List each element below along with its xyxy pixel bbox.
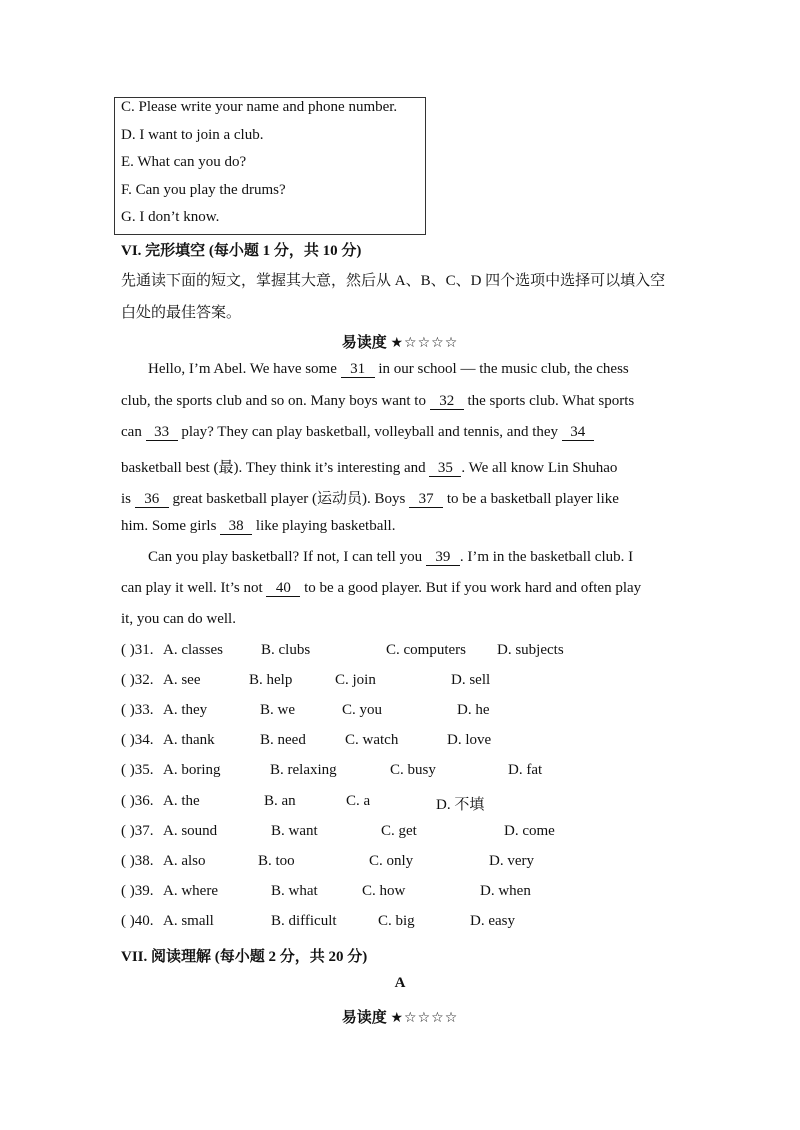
question-38 bbox=[121, 853, 721, 875]
section-6-instruction-line-1: 先通读下面的短文，掌握其大意，然后从 A、B、C、D 四个选项中选择可以填入空 bbox=[121, 273, 666, 289]
text: . I’m in the basketball club. I bbox=[459, 549, 634, 565]
choice-a[interactable]: A. see bbox=[163, 672, 201, 688]
question-32 bbox=[121, 672, 721, 694]
option-f: F. Can you play the drums? bbox=[121, 182, 286, 198]
choice-c[interactable]: C. join bbox=[335, 672, 376, 688]
choice-d[interactable]: D. subjects bbox=[497, 642, 564, 658]
question-35 bbox=[121, 762, 721, 784]
choice-a[interactable]: A. small bbox=[163, 913, 214, 929]
text: in our school — the music club, the chess bbox=[374, 361, 629, 377]
text: basketball best (最). They think it’s interesting and bbox=[121, 460, 430, 476]
choice-c[interactable]: C. how bbox=[362, 883, 406, 899]
choice-b[interactable]: B. help bbox=[249, 672, 293, 688]
text: play? They can play basketball, volleyball and tennis, and they bbox=[177, 424, 562, 440]
question-36 bbox=[121, 793, 721, 815]
option-c: C. Please write your name and phone number. bbox=[121, 99, 398, 115]
text: great basketball player (运动员). Boys bbox=[168, 491, 410, 507]
text: like playing basketball. bbox=[252, 518, 396, 534]
question-number: ( )33. bbox=[121, 702, 154, 718]
question-number: ( )37. bbox=[121, 823, 154, 839]
choice-b[interactable]: B. relaxing bbox=[270, 762, 337, 778]
choice-c[interactable]: C. busy bbox=[390, 762, 436, 778]
text: can play it well. It’s not bbox=[121, 580, 267, 596]
blank-36: 36 bbox=[135, 492, 169, 508]
question-number: ( )34. bbox=[121, 732, 154, 748]
choice-a[interactable]: A. they bbox=[163, 702, 208, 718]
blank-33: 33 bbox=[146, 425, 178, 441]
difficulty-label: 易读度 bbox=[341, 1010, 387, 1026]
text: the sports club. What sports bbox=[463, 393, 635, 409]
section-7-part-label: A bbox=[394, 975, 406, 991]
difficulty-stars-icon: ★☆☆☆☆ bbox=[390, 1010, 459, 1026]
choice-b[interactable]: B. want bbox=[271, 823, 318, 839]
blank-38: 38 bbox=[220, 519, 252, 535]
choice-d[interactable]: D. come bbox=[504, 823, 555, 839]
choice-d[interactable]: D. sell bbox=[451, 672, 491, 688]
choice-d[interactable]: D. when bbox=[480, 883, 531, 899]
choice-b[interactable]: B. what bbox=[271, 883, 318, 899]
passage-line-3 bbox=[121, 424, 594, 441]
passage-line-7 bbox=[148, 549, 633, 566]
section-7-heading: VII. 阅读理解 (每小题 2 分，共 20 分) bbox=[121, 949, 368, 965]
section-6-heading: VI. 完形填空 (每小题 1 分，共 10 分) bbox=[121, 243, 362, 259]
option-g: G. I don’t know. bbox=[121, 209, 220, 225]
question-37 bbox=[121, 823, 721, 845]
choice-a[interactable]: A. also bbox=[163, 853, 206, 869]
option-e: E. What can you do? bbox=[121, 154, 247, 170]
difficulty-label: 易读度 bbox=[341, 335, 387, 351]
question-39 bbox=[121, 883, 721, 905]
choice-c[interactable]: C. a bbox=[346, 793, 371, 809]
question-number: ( )38. bbox=[121, 853, 154, 869]
passage-line-5 bbox=[121, 487, 619, 508]
choice-c[interactable]: C. watch bbox=[345, 732, 399, 748]
question-number: ( )31. bbox=[121, 642, 154, 658]
choice-a[interactable]: A. classes bbox=[163, 642, 223, 658]
text: club, the sports club and so on. Many boys want to bbox=[121, 393, 430, 409]
question-number: ( )35. bbox=[121, 762, 154, 778]
blank-34: 34 bbox=[562, 425, 594, 441]
passage-line-4 bbox=[121, 456, 617, 477]
choice-b[interactable]: B. need bbox=[260, 732, 306, 748]
choice-d[interactable]: D. love bbox=[447, 732, 492, 748]
options-box bbox=[114, 97, 426, 235]
question-number: ( )39. bbox=[121, 883, 154, 899]
passage-line-1 bbox=[148, 361, 629, 378]
choice-d[interactable]: D. very bbox=[489, 853, 534, 869]
section-6-difficulty bbox=[0, 331, 800, 352]
blank-40: 40 bbox=[266, 581, 300, 597]
question-number: ( )40. bbox=[121, 913, 154, 929]
section-7-difficulty bbox=[0, 1006, 800, 1027]
passage-line-8 bbox=[121, 580, 641, 597]
passage-line-6 bbox=[121, 518, 395, 535]
choice-c[interactable]: C. only bbox=[369, 853, 414, 869]
question-34 bbox=[121, 732, 721, 754]
passage-line-9: it, you can do well. bbox=[121, 611, 236, 627]
blank-31: 31 bbox=[341, 362, 375, 378]
text: him. Some girls bbox=[121, 518, 221, 534]
blank-39: 39 bbox=[426, 550, 460, 566]
text: Hello, I’m Abel. We have some bbox=[148, 361, 341, 377]
choice-a[interactable]: A. the bbox=[163, 793, 200, 809]
choice-c[interactable]: C. big bbox=[378, 913, 415, 929]
question-40 bbox=[121, 913, 721, 935]
text: to be a good player. But if you work hard and often play bbox=[300, 580, 642, 596]
question-31 bbox=[121, 642, 721, 664]
choice-c[interactable]: C. you bbox=[342, 702, 383, 718]
choice-a[interactable]: A. where bbox=[163, 883, 218, 899]
text: can bbox=[121, 424, 146, 440]
text: . We all know Lin Shuhao bbox=[461, 460, 618, 476]
choice-b[interactable]: B. we bbox=[260, 702, 295, 718]
blank-37: 37 bbox=[409, 492, 443, 508]
choice-b[interactable]: B. too bbox=[258, 853, 295, 869]
choice-d[interactable]: D. 不填 bbox=[436, 797, 485, 813]
passage-line-2 bbox=[121, 393, 634, 410]
question-33 bbox=[121, 702, 721, 724]
blank-35: 35 bbox=[429, 461, 461, 477]
text: is bbox=[121, 491, 135, 507]
question-number: ( )36. bbox=[121, 793, 154, 809]
choice-a[interactable]: A. thank bbox=[163, 732, 215, 748]
choice-c[interactable]: C. get bbox=[381, 823, 417, 839]
choice-b[interactable]: B. clubs bbox=[261, 642, 311, 658]
choice-b[interactable]: B. an bbox=[264, 793, 296, 809]
choice-b[interactable]: B. difficult bbox=[271, 913, 337, 929]
question-number: ( )32. bbox=[121, 672, 154, 688]
choice-d[interactable]: D. fat bbox=[508, 762, 543, 778]
choice-d[interactable]: D. he bbox=[457, 702, 490, 718]
choice-a[interactable]: A. sound bbox=[163, 823, 218, 839]
section-6-instruction-line-2: 白处的最佳答案。 bbox=[121, 305, 242, 321]
blank-32: 32 bbox=[430, 394, 464, 410]
choice-d[interactable]: D. easy bbox=[470, 913, 515, 929]
text: Can you play basketball? If not, I can tell you bbox=[148, 549, 426, 565]
text: to be a basketball player like bbox=[443, 491, 619, 507]
difficulty-stars-icon: ★☆☆☆☆ bbox=[390, 335, 459, 351]
choice-c[interactable]: C. computers bbox=[386, 642, 466, 658]
option-d: D. I want to join a club. bbox=[121, 127, 264, 143]
choice-a[interactable]: A. boring bbox=[163, 762, 221, 778]
